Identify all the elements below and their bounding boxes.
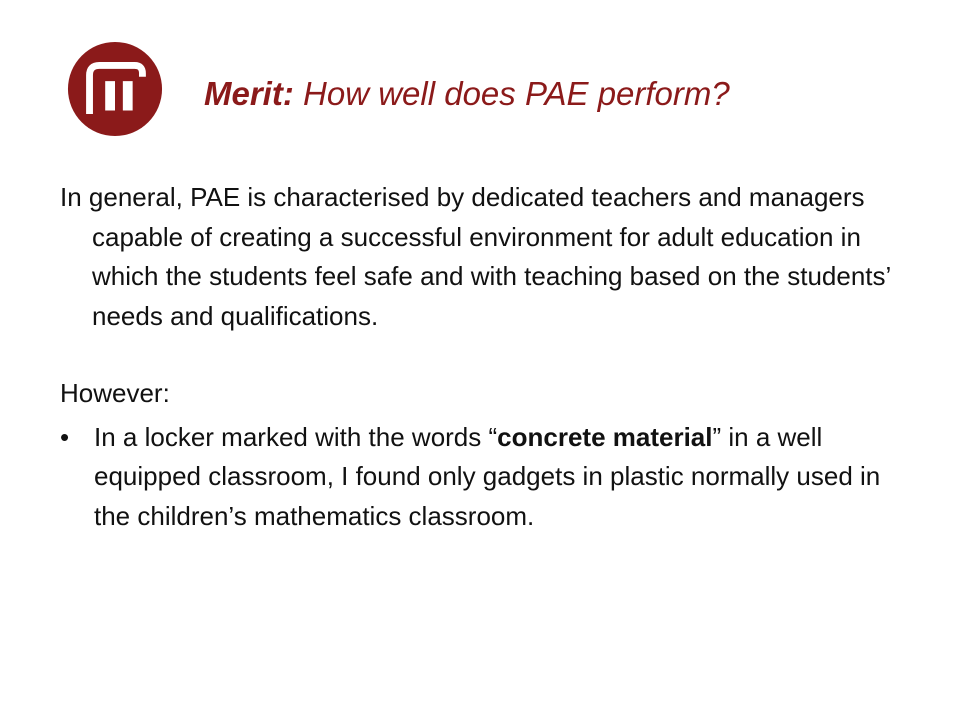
bullet-icon: • [60,421,70,452]
bullet-text-bold: concrete material [497,421,713,452]
title-text: How well does PAE perform? [293,75,730,112]
slide-body [60,178,920,536]
intro-paragraph: In general, PAE is characterised by dedicated teachers and managers capable of creating a successful environment for adult education in which the students feel safe and with teaching based on the students’ needs and qualifications. [60,182,891,331]
bullet-text-before: In a locker marked with the words “ [94,421,498,452]
bullet-text-after: ” in a well equipped classroom, I found only gadgets in plastic normally used in the children’s mathematics classroom. [94,421,881,531]
however-label: However: [60,378,170,408]
slide-title [204,74,730,114]
bullet-item [60,418,920,537]
university-logo-icon [66,40,164,138]
title-label: Merit: [204,75,294,112]
